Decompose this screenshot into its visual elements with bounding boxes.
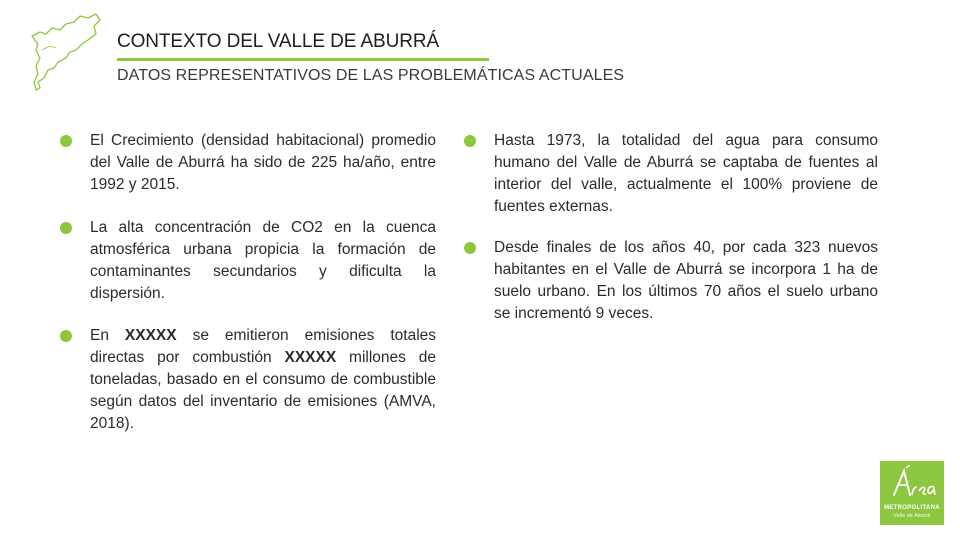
bullet-item [464, 130, 878, 218]
bullet-item [464, 237, 878, 325]
placeholder-year: XXXXX [124, 327, 177, 344]
area-metropolitana-logo [880, 461, 944, 525]
bullet-text: Hasta 1973, la totalidad del agua para consumo humano del Valle de Aburrá se captaba de fuentes al interior del valle, actualmente el 100% proviene de fuentes externas. [494, 132, 878, 215]
bullet-text-part: se emitieron emisiones totales directas por combustión [90, 327, 437, 366]
bullet-item [60, 130, 436, 196]
placeholder-amount: XXXXX [284, 349, 337, 366]
bullet-dot-icon [464, 135, 476, 147]
bullet-item [60, 325, 436, 435]
bullet-dot-icon [464, 242, 476, 254]
bullet-text: La alta concentración de CO2 en la cuenca atmosférica urbana propicia la formación de contaminantes secundarios y dificulta la dispersión. [90, 219, 436, 302]
page-title: CONTEXTO DEL VALLE DE ABURRÁ [117, 31, 440, 52]
bullet-dot-icon [60, 330, 72, 342]
page-subtitle: DATOS REPRESENTATIVOS DE LAS PROBLEMÁTICAS ACTUALES [117, 67, 625, 84]
bullet-item [60, 217, 436, 305]
valle-map-outline-icon [26, 10, 106, 92]
bullet-text: El Crecimiento (densidad habitacional) promedio del Valle de Aburrá ha sido de 225 ha/año, entre 1992 y 2015. [90, 132, 436, 193]
bullet-text [90, 325, 436, 435]
bullet-text: Desde finales de los años 40, por cada 323 nuevos habitantes en el Valle de Aburrá se incorpora 1 ha de suelo urbano. En los últimos 70 años el suelo urbano se incrementó 9 veces. [494, 239, 878, 322]
bullet-text-part: millones de toneladas, basado en el consumo de combustible según datos del inventario de emisiones (AMVA, 2018). [90, 349, 436, 432]
bullet-text-part: En [90, 327, 125, 344]
logo-line-2: Valle de Aburrá [893, 513, 931, 519]
bullet-dot-icon [60, 135, 72, 147]
bullet-dot-icon [60, 222, 72, 234]
logo-line-1: METROPOLITANA [884, 505, 940, 511]
area-script-icon [886, 465, 938, 501]
title-underline [117, 58, 489, 61]
